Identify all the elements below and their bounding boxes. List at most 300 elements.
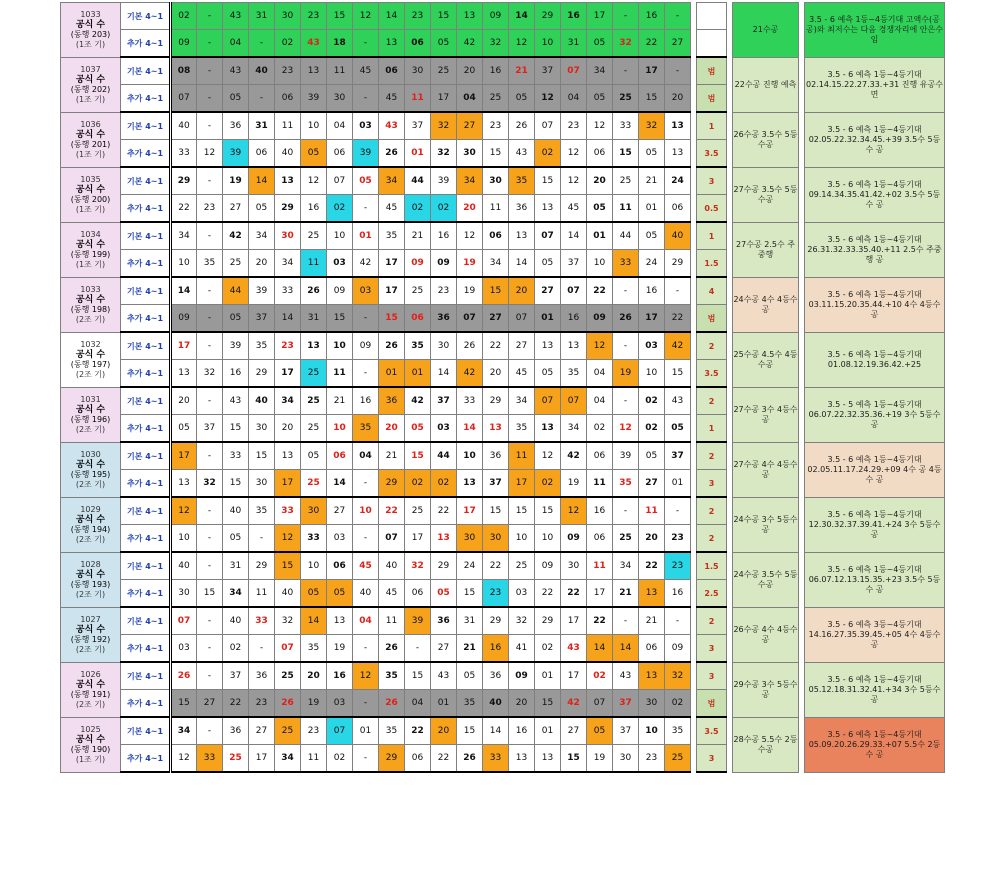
number-cell: 32 [613,30,639,58]
number-cell: 14 [509,250,535,278]
number-cell: 07 [379,525,405,553]
draw-row [61,57,945,85]
number-cell: 17 [379,250,405,278]
draw-label-line: 1035 [80,174,101,184]
number-cell: 06 [405,30,431,58]
number-cell: 19 [587,745,613,773]
number-cell: 30 [249,415,275,443]
number-cell: 39 [223,140,249,168]
number-cell: 32 [197,360,223,388]
number-cell: 17 [431,85,457,113]
number-cell: 07 [561,57,587,85]
number-cell: 03 [353,277,379,305]
number-cell: 06 [379,57,405,85]
number-cell: 23 [405,3,431,30]
number-cell: 06 [665,195,691,223]
draw-label-line: 1037 [80,64,101,74]
number-cell: - [353,635,379,663]
number-cell: 25 [301,415,327,443]
number-cell: 37 [665,442,691,470]
draw-label-line: 1029 [80,504,101,514]
number-cell: 01 [535,662,561,690]
number-cell: 44 [223,277,249,305]
number-cell: 05 [535,250,561,278]
number-cell: 09 [327,277,353,305]
result-cell: 범 [697,305,727,333]
number-cell: 17 [639,305,665,333]
number-cell: 11 [509,442,535,470]
draw-label-line: (동행 203) [70,29,111,39]
number-cell: 12 [509,30,535,58]
number-cell: 07 [171,607,197,635]
number-cell: 36 [509,195,535,223]
draw-label-line: (1조 기) [75,39,106,49]
number-cell: 15 [405,442,431,470]
number-cell: 27 [431,635,457,663]
number-cell: 05 [639,222,665,250]
number-cell: 02 [639,415,665,443]
draw-label-line: 공식 수 [75,624,106,635]
number-cell: 09 [171,30,197,58]
number-cell: 11 [613,195,639,223]
number-cell: 42 [561,442,587,470]
number-cell: 09 [587,305,613,333]
number-cell: 35 [509,167,535,195]
number-cell: 02 [587,662,613,690]
draw-row [61,717,945,745]
number-cell: 21 [639,167,665,195]
draw-label-line: (2조 기) [75,644,106,654]
number-cell: 06 [405,305,431,333]
number-cell: 12 [535,85,561,113]
draw-label-line: (동행 200) [70,194,111,204]
number-cell: 10 [587,250,613,278]
line-kind: 기본 4~1 [121,552,171,580]
number-cell: 16 [587,497,613,525]
number-cell: - [197,167,223,195]
number-cell: 26 [379,140,405,168]
number-cell: 05 [587,717,613,745]
number-cell: 34 [587,57,613,85]
number-cell: 30 [457,140,483,168]
number-cell: 11 [301,250,327,278]
number-cell: 25 [301,387,327,415]
number-cell: 15 [483,140,509,168]
number-cell: 13 [561,332,587,360]
number-cell: 29 [379,745,405,773]
number-cell: 40 [223,497,249,525]
number-cell: 25 [275,717,301,745]
number-cell: 29 [535,3,561,30]
number-cell: 36 [223,717,249,745]
result-cell: 3 [697,635,727,663]
number-cell: 15 [327,305,353,333]
number-cell: 34 [171,717,197,745]
number-cell: 33 [613,250,639,278]
number-cell: 10 [327,222,353,250]
draw-label-line: (1조 기) [75,149,106,159]
draw-label [61,662,121,717]
number-cell: 43 [561,635,587,663]
number-cell: 02 [327,195,353,223]
number-cell: 14 [457,415,483,443]
number-cell: 01 [353,222,379,250]
number-cell: 05 [639,140,665,168]
number-cell: 43 [223,387,249,415]
number-cell: 14 [613,635,639,663]
number-cell: 02 [223,635,249,663]
draw-row [61,112,945,140]
number-cell: 25 [275,662,301,690]
number-cell: 32 [509,607,535,635]
number-cell: - [353,525,379,553]
summary-cell: 22수공 진행 예측 [733,57,799,112]
number-cell: 11 [405,85,431,113]
number-cell: 12 [561,497,587,525]
number-cell: 18 [327,30,353,58]
number-cell: 27 [483,305,509,333]
number-cell: 29 [249,552,275,580]
number-cell: 30 [171,580,197,608]
number-cell: 01 [665,470,691,498]
number-cell: 02 [535,635,561,663]
number-cell: 20 [587,167,613,195]
number-cell: 15 [483,277,509,305]
summary-cell: 27수공 3.5수 5등수공 [733,167,799,222]
summary-cell: 28수공 5.5수 2등수공 [733,717,799,772]
number-cell: 13 [509,222,535,250]
number-cell: 32 [405,552,431,580]
number-cell: - [197,387,223,415]
draw-row [61,662,945,690]
number-cell: 17 [587,580,613,608]
number-cell: - [249,525,275,553]
number-cell: 35 [509,415,535,443]
summary-cell: 27수공 4수 4등수공 [733,442,799,497]
number-cell: 06 [327,552,353,580]
summary-cell: 24수공 3.5수 5등수공 [733,552,799,607]
number-cell: 27 [457,112,483,140]
number-cell: - [249,85,275,113]
number-cell: 02 [431,470,457,498]
number-cell: 25 [613,167,639,195]
number-cell: 30 [483,525,509,553]
summary-cell: 29수공 3수 5등수공 [733,662,799,717]
line-kind: 추가 4~1 [121,140,171,168]
draw-row [61,222,945,250]
number-cell: 17 [561,607,587,635]
number-cell: 01 [431,690,457,718]
draw-label-line: (1조 기) [75,204,106,214]
number-cell: 37 [535,57,561,85]
number-cell: 02 [405,195,431,223]
number-cell: 40 [275,140,301,168]
number-cell: 07 [509,305,535,333]
number-cell: - [353,305,379,333]
number-cell: 25 [301,360,327,388]
number-cell: 20 [301,662,327,690]
number-cell: 34 [275,745,301,773]
number-cell: 09 [665,635,691,663]
number-cell: 10 [171,525,197,553]
number-cell: 05 [353,167,379,195]
number-cell: 23 [639,745,665,773]
number-cell: 17 [171,442,197,470]
number-cell: 40 [249,57,275,85]
draw-label-line: (동행 202) [70,84,111,94]
draw-label-line: 공식 수 [75,349,106,360]
number-cell: 17 [639,57,665,85]
number-cell: 13 [327,607,353,635]
draw-label-line: (2조 기) [75,424,106,434]
number-cell: 05 [301,580,327,608]
number-cell: 43 [223,3,249,30]
number-cell: 05 [301,442,327,470]
prediction-note: 3.5 - 6 예측 1등~4등기대 12.30.32.37.39.41.+24 3수 5등수 공 [805,497,945,552]
number-cell: 04 [587,387,613,415]
number-cell: 22 [171,195,197,223]
number-cell: 19 [613,360,639,388]
draw-label-line: 공식 수 [75,734,106,745]
number-cell: 04 [223,30,249,58]
number-cell: 22 [665,305,691,333]
draw-label-line: 공식 수 [75,239,106,250]
number-cell: 42 [665,332,691,360]
number-cell: - [353,470,379,498]
summary-cell: 21수공 [733,3,799,58]
number-cell: 17 [171,332,197,360]
number-cell: 32 [483,30,509,58]
result-cell: 1.5 [697,552,727,580]
number-cell: 16 [639,3,665,30]
number-cell: - [405,635,431,663]
number-cell: 42 [457,30,483,58]
number-cell: 12 [353,3,379,30]
number-cell: 45 [353,57,379,85]
number-cell: 09 [535,552,561,580]
number-cell: 37 [197,415,223,443]
number-cell: - [353,745,379,773]
number-cell: 07 [535,387,561,415]
number-cell: 44 [431,442,457,470]
number-cell: 29 [275,195,301,223]
number-cell: 20 [665,85,691,113]
number-cell: - [197,57,223,85]
number-cell: 22 [587,277,613,305]
line-kind: 기본 4~1 [121,497,171,525]
number-cell: 05 [665,415,691,443]
number-cell: 12 [587,112,613,140]
number-cell: 02 [327,745,353,773]
number-cell: 07 [275,635,301,663]
number-cell: 20 [275,415,301,443]
number-cell: - [197,332,223,360]
number-cell: 20 [457,57,483,85]
number-cell: 25 [509,552,535,580]
draw-row [61,387,945,415]
number-cell: 33 [613,112,639,140]
number-cell: 15 [613,140,639,168]
number-cell: 23 [301,717,327,745]
draw-label [61,332,121,387]
number-cell: 19 [457,277,483,305]
number-cell: - [197,552,223,580]
result-cell: 범 [697,85,727,113]
result-cell: 3 [697,745,727,773]
number-cell: 19 [457,250,483,278]
result-cell: 1 [697,112,727,140]
draw-label [61,497,121,552]
number-cell: 39 [249,277,275,305]
number-cell: 29 [483,607,509,635]
number-cell: 15 [535,497,561,525]
number-cell: 36 [223,112,249,140]
prediction-note: 3.5 - 6 예측 1등~4등기대 02.14.15.22.27.33.+31 진행 유공수면 [805,57,945,112]
number-cell: 06 [275,85,301,113]
number-cell: 15 [535,167,561,195]
draw-label-line: (동행 193) [70,579,111,589]
number-cell: 15 [405,662,431,690]
number-cell: 35 [249,332,275,360]
number-cell: 26 [457,332,483,360]
number-cell: 44 [405,167,431,195]
draw-label-line: 공식 수 [75,569,106,580]
number-cell: - [197,112,223,140]
number-cell: 09 [561,525,587,553]
result-cell: 1 [697,222,727,250]
number-cell: 20 [431,717,457,745]
number-cell: 40 [353,580,379,608]
draw-label [61,57,121,112]
number-cell: 29 [379,470,405,498]
summary-cell: 24수공 4수 4등수공 [733,277,799,332]
draw-label-line: 공식 수 [75,74,106,85]
number-cell: 40 [275,580,301,608]
line-kind: 추가 4~1 [121,195,171,223]
line-kind: 추가 4~1 [121,690,171,718]
result-cell: 2.5 [697,580,727,608]
result-cell: 2 [697,332,727,360]
draw-label-line: (동행 192) [70,634,111,644]
number-cell: 27 [561,717,587,745]
draw-label [61,222,121,277]
number-cell: 40 [171,112,197,140]
number-cell: 19 [327,635,353,663]
number-cell: 22 [587,607,613,635]
number-cell: 30 [457,525,483,553]
number-cell: 04 [405,690,431,718]
number-cell: 26 [509,112,535,140]
number-cell: 27 [197,690,223,718]
number-cell: 11 [301,745,327,773]
number-cell: 06 [587,525,613,553]
number-cell: 23 [665,552,691,580]
number-cell: 07 [561,277,587,305]
number-cell: 14 [483,717,509,745]
summary-cell: 26수공 4수 4등수공 [733,607,799,662]
draw-label-line: (2조 기) [75,479,106,489]
number-cell: - [613,387,639,415]
number-cell: 16 [509,717,535,745]
number-cell: 35 [379,717,405,745]
number-cell: 16 [483,635,509,663]
number-cell: 07 [535,222,561,250]
number-cell: 41 [509,635,535,663]
result-cell: 1.5 [697,250,727,278]
number-cell: - [197,607,223,635]
number-cell: 09 [431,250,457,278]
number-cell: 30 [249,470,275,498]
number-cell: 20 [379,415,405,443]
number-cell: 29 [665,250,691,278]
number-cell: 01 [379,360,405,388]
number-cell: 27 [639,470,665,498]
draw-label-line: (1조 기) [75,754,106,764]
number-cell: - [665,607,691,635]
number-cell: 34 [561,415,587,443]
number-cell: 14 [509,3,535,30]
draw-row [61,552,945,580]
draw-label [61,112,121,167]
number-cell: 27 [249,717,275,745]
number-cell: 02 [639,387,665,415]
draw-label-line: 1036 [80,119,101,129]
line-kind: 추가 4~1 [121,470,171,498]
number-cell: 29 [431,552,457,580]
number-cell: - [197,717,223,745]
number-cell: 25 [613,85,639,113]
number-cell: 15 [431,3,457,30]
number-cell: 31 [223,552,249,580]
result-cell: 2 [697,387,727,415]
number-cell: 22 [639,552,665,580]
number-cell: 30 [431,332,457,360]
result-cell: 0.5 [697,195,727,223]
number-cell: 43 [379,112,405,140]
line-kind: 추가 4~1 [121,745,171,773]
number-cell: 03 [431,415,457,443]
number-cell: 07 [457,305,483,333]
number-cell: 26 [379,635,405,663]
line-kind: 기본 4~1 [121,717,171,745]
number-cell: 45 [509,360,535,388]
number-cell: 24 [665,167,691,195]
number-cell: 27 [665,30,691,58]
number-cell: 12 [561,167,587,195]
number-cell: 02 [535,140,561,168]
number-cell: 06 [587,140,613,168]
number-cell: 15 [223,470,249,498]
result-cell: 범 [697,690,727,718]
number-cell: 35 [457,690,483,718]
number-cell: 44 [613,222,639,250]
number-cell: 10 [535,525,561,553]
number-cell: 07 [561,387,587,415]
line-kind: 추가 4~1 [121,635,171,663]
number-cell: 35 [379,222,405,250]
number-cell: 06 [327,140,353,168]
number-cell: 23 [483,580,509,608]
number-cell: - [353,85,379,113]
number-cell: 43 [301,30,327,58]
number-cell: 23 [665,525,691,553]
result-cell: 3 [697,167,727,195]
number-cell: - [613,277,639,305]
number-cell: 35 [379,662,405,690]
line-kind: 기본 4~1 [121,442,171,470]
number-cell: 02 [431,195,457,223]
number-cell: - [249,30,275,58]
